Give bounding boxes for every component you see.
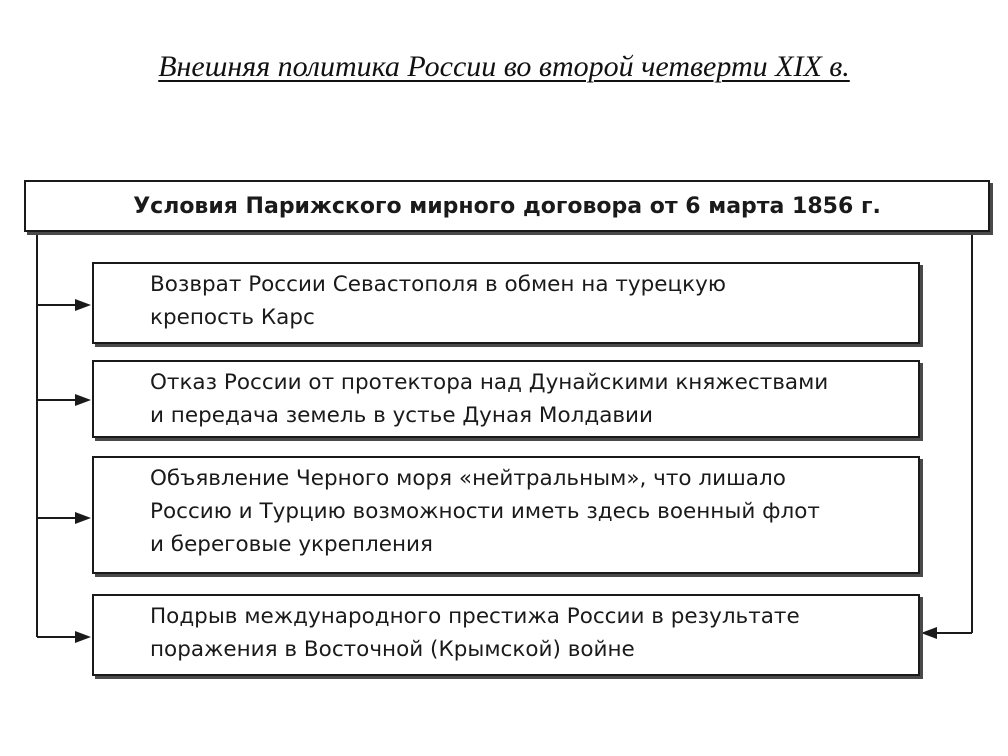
arrow-icon: [75, 299, 91, 311]
arrow-icon: [921, 627, 937, 639]
condition-box-3: [92, 456, 920, 574]
condition-text-line: Россию и Турцию возможности иметь здесь военный флот: [150, 499, 820, 524]
arrow-icon: [75, 394, 91, 406]
page-title: Внешняя политика России во второй четверти XIX в.: [158, 50, 850, 83]
condition-text-line: поражения в Восточной (Крымской) войне: [150, 637, 635, 662]
condition-box-4: [92, 594, 920, 676]
condition-text-line: крепость Карс: [150, 305, 315, 330]
arrow-icon: [75, 512, 91, 524]
condition-text-line: и передача земель в устье Дуная Молдавии: [150, 403, 654, 428]
condition-box-1: [92, 262, 920, 344]
condition-text-line: и береговые укрепления: [150, 532, 433, 557]
condition-text-line: Возврат России Севастополя в обмен на турецкую: [150, 272, 726, 297]
condition-text-line: Подрыв международного престижа России в результате: [150, 604, 800, 629]
condition-text-line: Отказ России от протектора над Дунайскими княжествами: [150, 370, 829, 395]
condition-box-2: [92, 360, 920, 438]
condition-text-line: Объявление Черного моря «нейтральным», что лишало: [150, 466, 786, 491]
arrow-icon: [75, 631, 91, 643]
treaty-header-box: Условия Парижского мирного договора от 6 марта 1856 г.: [24, 180, 990, 232]
